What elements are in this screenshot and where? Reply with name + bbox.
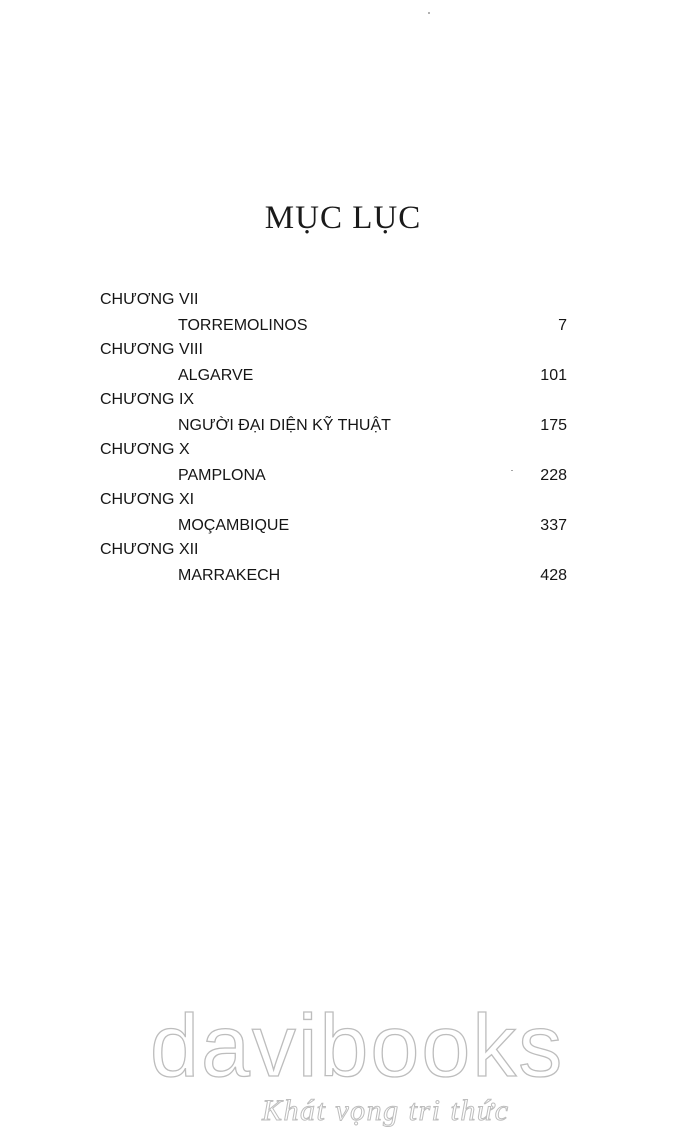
toc-chapter-label: CHƯƠNG VII — [100, 291, 199, 308]
toc-page-number: 337 — [540, 517, 567, 534]
toc-entry-title: MOÇAMBIQUE — [178, 517, 290, 534]
toc-entry-title: TORREMOLINOS — [178, 317, 308, 334]
toc-page-number: 428 — [540, 567, 567, 584]
toc-chapter-label: CHƯƠNG XI — [100, 491, 195, 508]
toc-entry-title: ALGARVE — [178, 367, 254, 384]
watermark-brand: davibooks — [150, 996, 565, 1095]
toc-page-number: 101 — [540, 367, 567, 384]
toc-page-number: 228 — [540, 467, 567, 484]
toc-entry-title: NGƯỜI ĐẠI DIỆN KỸ THUẬT — [178, 417, 391, 434]
toc-chapter-label: CHƯƠNG X — [100, 441, 190, 458]
toc-page-number: 175 — [540, 417, 567, 434]
scan-speck — [428, 12, 430, 14]
toc-entry-title: MARRAKECH — [178, 567, 281, 584]
page-title: MỤC LỤC — [264, 200, 422, 236]
watermark — [0, 996, 700, 1126]
toc-chapter-label: CHƯƠNG VIII — [100, 341, 203, 358]
toc-page-number: 7 — [558, 317, 567, 334]
toc-entry-title: PAMPLONA — [178, 467, 266, 484]
toc-chapter-label: CHƯƠNG XII — [100, 541, 199, 558]
scan-speck — [511, 470, 513, 471]
toc-chapter-label: CHƯƠNG IX — [100, 391, 195, 408]
watermark-tagline: Khát vọng tri thức — [262, 1094, 510, 1127]
